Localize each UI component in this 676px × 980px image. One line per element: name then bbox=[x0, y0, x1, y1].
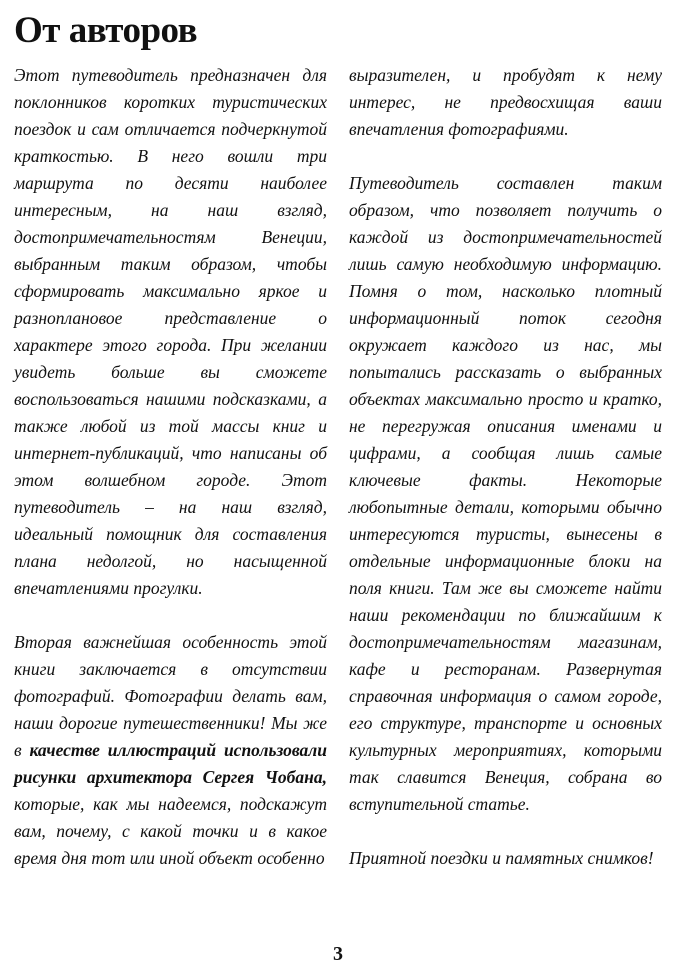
page-number: 3 bbox=[333, 943, 343, 965]
right-column bbox=[349, 62, 662, 872]
closing-paragraph: Приятной поездки и памятных снимков! bbox=[349, 848, 654, 868]
illustrations-paragraph-start: Вторая важнейшая особенность этой книги заключается в отсутствии фотографий. Фотографии делать вам, наши дорогие путешественники! Мы же в bbox=[14, 632, 327, 760]
illustrations-paragraph bbox=[14, 629, 327, 872]
left-column bbox=[14, 62, 327, 872]
illustrations-paragraph-continued: выразителен, и пробудят к нему интерес, не предвосхищая ваши впечатления фотографиями. bbox=[349, 65, 662, 139]
illustrations-paragraph-bold: качестве иллюстраций использовали рисунки архитектора Сергея Чобана, bbox=[14, 740, 327, 787]
intro-paragraph: Этот путеводитель предназначен для поклонников коротких туристических поездок и сам отличается подчеркнутой краткостью. В него вошли три маршрута по десяти наиболее интересным, на наш взгляд, достопримечательностям Венеции, выбранным таким образом, чтобы сформировать максимально яркое и разноплановое представление о характере этого города. При желании увидеть больше вы сможете воспользоваться нашими подсказками, а также любой из той массы книг и интернет-публикаций, что написаны об этом волшебном городе. Этот путеводитель – на наш взгляд, идеальный помощник для составления плана недолгой, но насыщенной впечатлениями прогулки. bbox=[14, 65, 327, 598]
illustrations-paragraph-end: которые, как мы надеемся, подскажут вам, почему, с какой точки и в какое время дня тот или иной объект особенно bbox=[14, 794, 327, 868]
page-title: От авторов bbox=[14, 10, 198, 51]
structure-paragraph: Путеводитель составлен таким образом, что позволяет получить о каждой из достопримечательностей лишь самую необходимую информацию. Помня о том, насколько плотный информационный поток сегодня окружает каждого из нас, мы попытались рассказать о выбранных объектах максимально просто и кратко, не перегружая описания именами и цифрами, а сообщая лишь самые ключевые факты. Некоторые любопытные детали, которыми обычно интересуются туристы, вынесены в отдельные информационные блоки на поля книги. Там же вы сможете найти наши рекомендации по ближайшим к достопримечательностям магазинам, кафе и ресторанам. Развернутая справочная информация о самом городе, его структуре, транспорте и основных культурных мероприятиях, которыми так славится Венеция, собрана во вступительной статье. bbox=[349, 173, 662, 814]
